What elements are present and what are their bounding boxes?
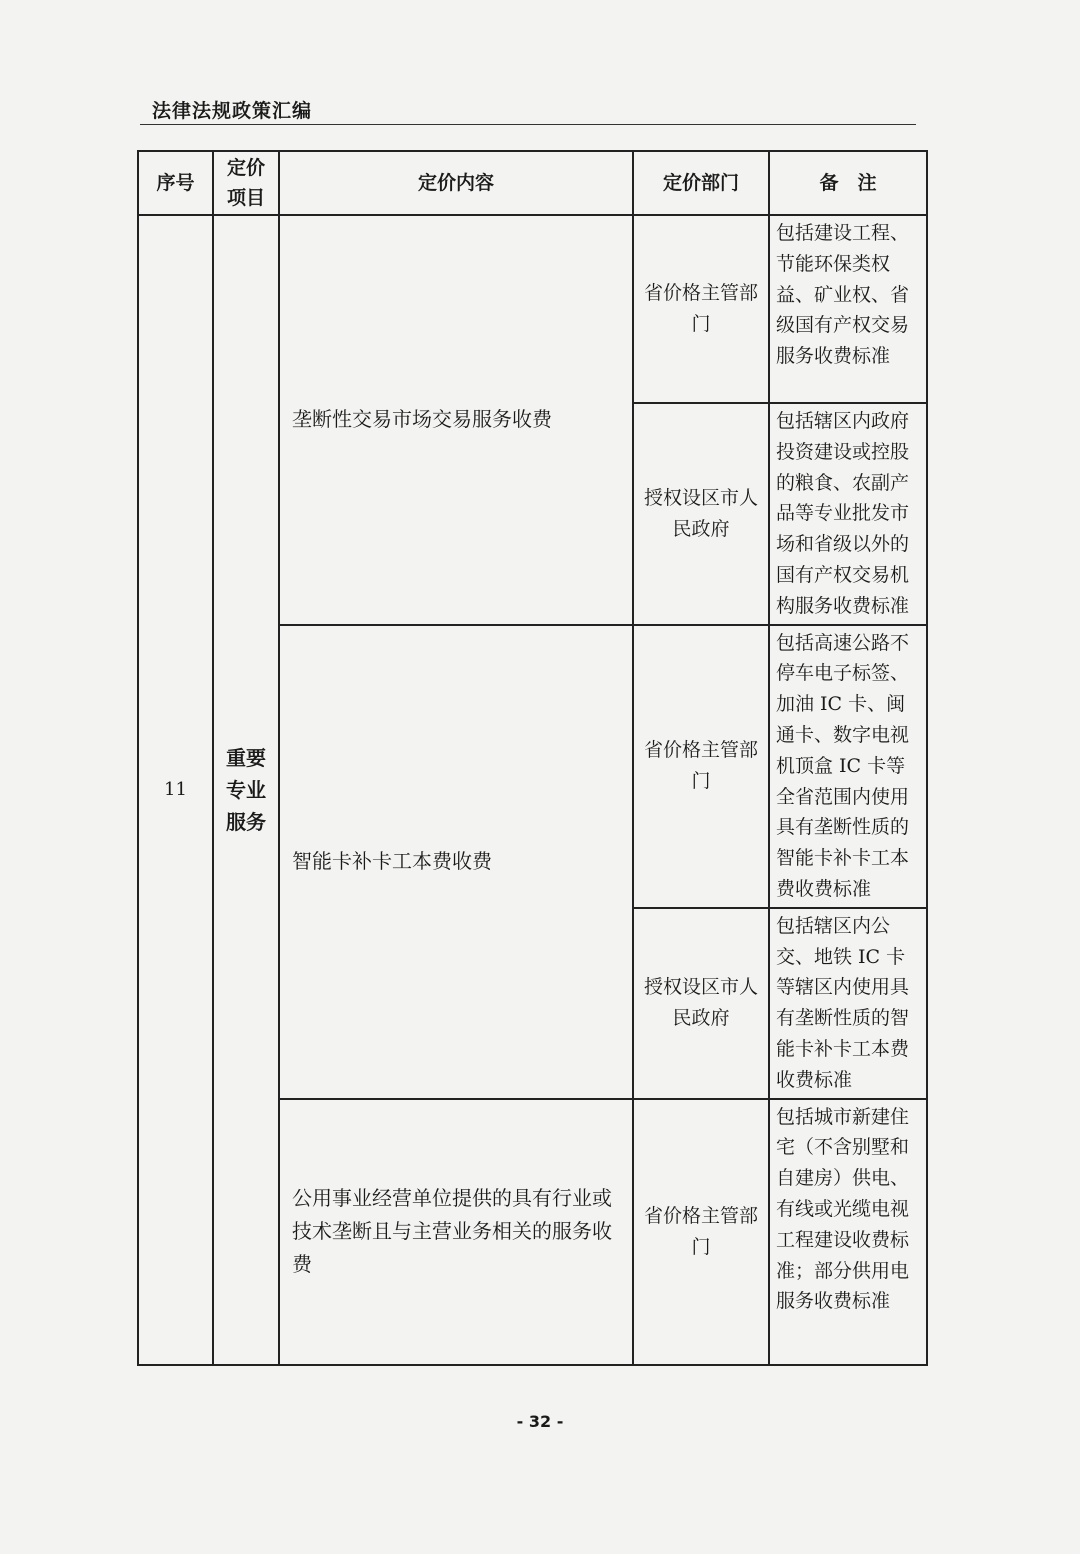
pricing-dept: 授权设区市人民政府 — [633, 908, 769, 1099]
pricing-note: 包括城市新建住宅（不含别墅和自建房）供电、有线或光缆电视工程建设收费标准；部分供用电服务收费标准 — [769, 1099, 927, 1365]
pricing-content: 垄断性交易市场交易服务收费 — [279, 215, 633, 625]
pricing-note: 包括辖区内公交、地铁 IC 卡等辖区内使用具有垄断性质的智能卡补卡工本费收费标准 — [769, 908, 927, 1099]
pricing-content: 智能卡补卡工本费收费 — [279, 625, 633, 1099]
column-header-content: 定价内容 — [279, 151, 633, 215]
pricing-dept: 省价格主管部门 — [633, 625, 769, 908]
pricing-note: 包括辖区内政府投资建设或控股的粮食、农副产品等专业批发市场和省级以外的国有产权交易机构服务收费标准 — [769, 403, 927, 625]
page-number: - 32 - — [516, 1412, 564, 1431]
pricing-dept: 省价格主管部门 — [633, 215, 769, 403]
pricing-note: 包括高速公路不停车电子标签、加油 IC 卡、闽通卡、数字电视机顶盒 IC 卡等全省范围内使用具有垄断性质的智能卡补卡工本费收费标准 — [769, 625, 927, 908]
pricing-table — [137, 150, 928, 1366]
header-rule — [140, 124, 916, 125]
pricing-dept: 授权设区市人民政府 — [633, 403, 769, 625]
column-header-dept: 定价部门 — [633, 151, 769, 215]
pricing-note: 包括建设工程、节能环保类权益、矿业权、省级国有产权交易服务收费标准 — [769, 215, 927, 403]
column-header-item: 定价项目 — [213, 151, 279, 215]
row-number: 11 — [138, 215, 213, 1365]
table-row — [138, 215, 927, 403]
document-header-title: 法律法规政策汇编 — [152, 100, 313, 122]
column-header-note: 备 注 — [769, 151, 927, 215]
pricing-dept: 省价格主管部门 — [633, 1099, 769, 1365]
table-header-row — [138, 151, 927, 215]
pricing-content: 公用事业经营单位提供的具有行业或技术垄断且与主营业务相关的服务收费 — [279, 1099, 633, 1365]
column-header-no: 序号 — [138, 151, 213, 215]
pricing-item: 重要专业服务 — [213, 215, 279, 1365]
